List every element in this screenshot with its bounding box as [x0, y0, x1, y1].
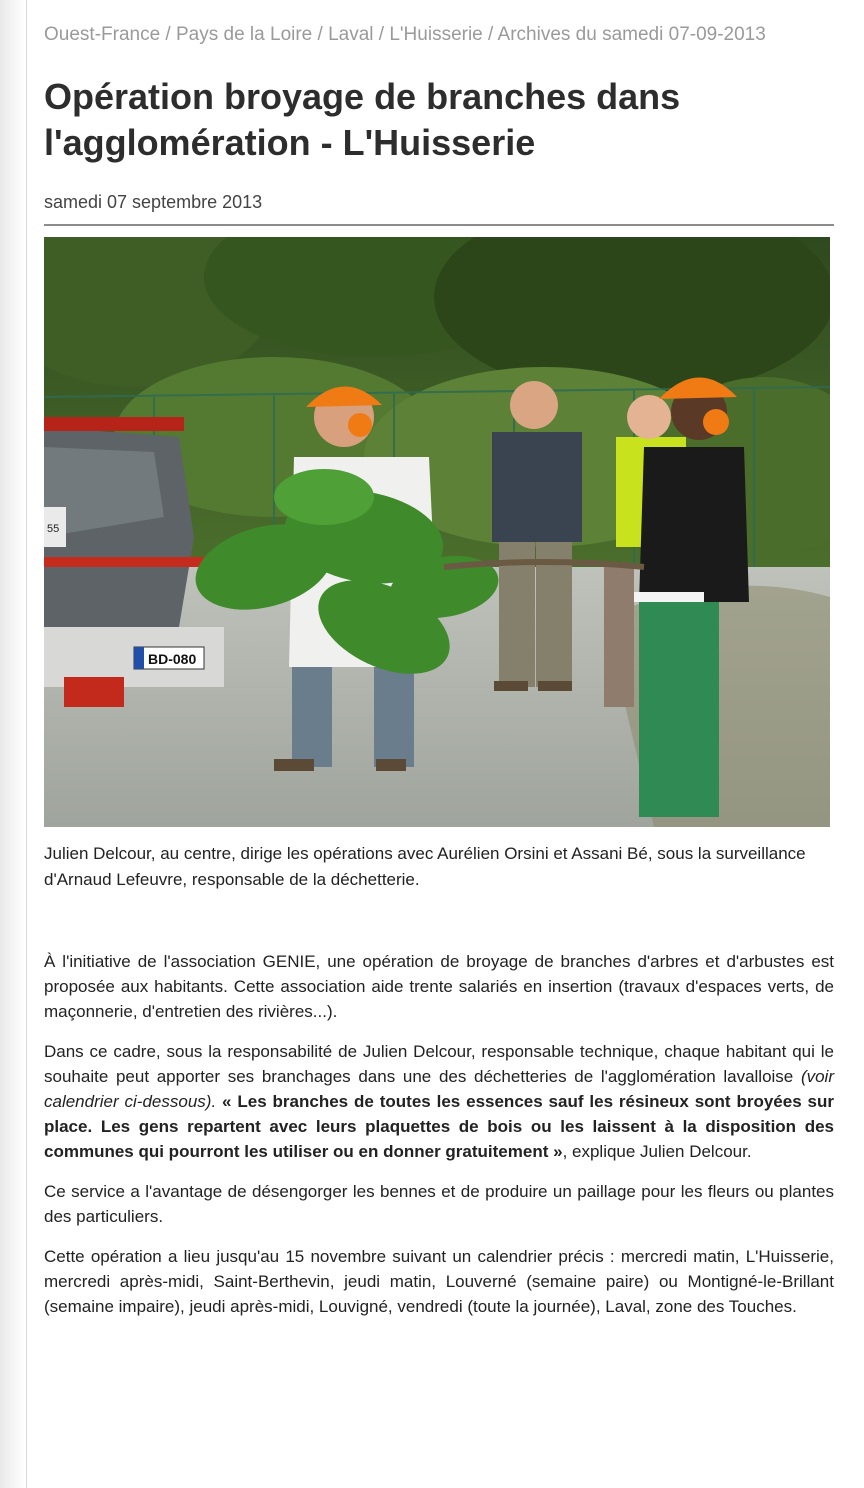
breadcrumb-separator: / [482, 24, 498, 45]
article [44, 0, 834, 1334]
page-edge-shadow [0, 0, 26, 1488]
breadcrumb-link-laval[interactable]: Laval [328, 24, 374, 45]
breadcrumb-separator: / [160, 24, 176, 45]
quote-text: « Les branches de toutes les essences sauf les résineux sont broyées sur place. Les gens repartent avec leurs plaquettes de bois ou les laissent à la disposition des communes qui pourront les utiliser ou en donner gratuitement » [44, 1092, 835, 1161]
breadcrumb-separator: / [312, 24, 329, 45]
article-photo [44, 237, 830, 827]
breadcrumb-link-pays-de-la-loire[interactable]: Pays de la Loire [176, 24, 313, 45]
breadcrumb-link-lhuisserie[interactable]: L'Huisserie [389, 24, 483, 45]
license-plate-text: BD-080 [148, 651, 197, 667]
article-paragraph: Ce service a l'avantage de désengorger les bennes et de produire un paillage pour les fleurs ou plantes des particuliers. [44, 1182, 834, 1226]
breadcrumb-link-ouest-france[interactable]: Ouest-France [44, 24, 161, 45]
paragraph-text: Dans ce cadre, sous la responsabilité de Julien Delcour, responsable technique, chaque habitant qui le souhaite peut apporter ses branchages dans une des déchetteries de l'agglomération lavalloise [44, 1042, 834, 1086]
article-body [44, 949, 834, 1319]
paragraph-text: , explique Julien Delcour. [562, 1142, 752, 1161]
breadcrumb-separator: / [373, 24, 390, 45]
article-title: Opération broyage de branches dans l'agglomération - L'Huisserie [44, 76, 681, 163]
breadcrumb-link-archives[interactable]: Archives du samedi 07-09-2013 [497, 24, 766, 45]
article-date: samedi 07 septembre 2013 [44, 192, 834, 226]
page-edge-line [26, 0, 27, 1488]
article-paragraph: À l'initiative de l'association GENIE, une opération de broyage de branches d'arbres et d'arbustes est proposée aux habitants. Cette association aide trente salariés en insertion (travaux d'espaces verts, de maçonnerie, d'entretien des rivières...). [44, 952, 834, 1021]
photo-caption: Julien Delcour, au centre, dirige les opérations avec Aurélien Orsini et Assani Bé, sous la surveillance d'Arnaud Lefeuvre, responsable de la déchetterie. [44, 844, 806, 889]
article-paragraph [44, 1039, 834, 1164]
article-paragraph: Cette opération a lieu jusqu'au 15 novembre suivant un calendrier précis : mercredi matin, L'Huisserie, mercredi après-midi, Saint-Berthevin, jeudi matin, Louverné (semaine paire) ou Montigné-le-Brillant (semaine impaire), jeudi après-midi, Louvigné, vendredi (toute la journée), Laval, zone des Touches. [44, 1247, 834, 1316]
machine-sign-text: 55 [47, 523, 60, 535]
calendar-reference: (voir calendrier ci-dessous). [44, 1067, 834, 1111]
breadcrumb [44, 22, 834, 48]
article-photo-illustration [44, 237, 830, 827]
